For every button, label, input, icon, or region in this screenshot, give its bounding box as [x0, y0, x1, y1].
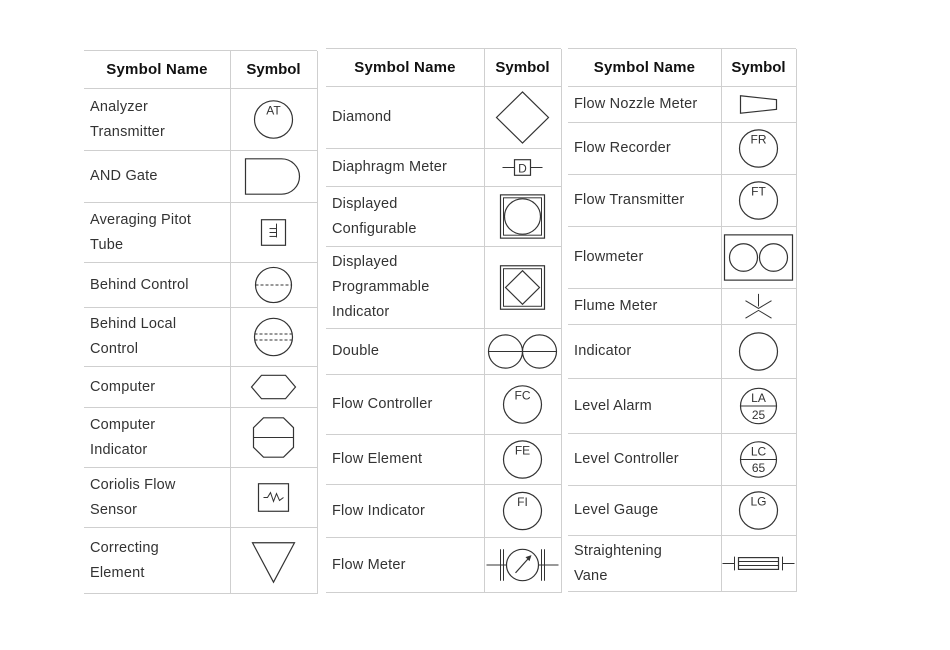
- svg-text:65: 65: [751, 461, 766, 476]
- table-row: [84, 468, 317, 528]
- displayed-configurable-icon: [484, 187, 561, 246]
- svg-text:FI: FI: [517, 495, 528, 510]
- table-header-row: [84, 51, 317, 89]
- table-row: [84, 203, 317, 263]
- symbol-name: Flow Transmitter: [574, 192, 685, 208]
- symbol-name: Flow Recorder: [574, 140, 671, 156]
- hexagon-icon: [230, 367, 317, 407]
- symbol-name: Level Gauge: [574, 502, 659, 518]
- flow-meter-gauge-icon: [484, 538, 561, 592]
- pitot-tube-icon: [230, 203, 317, 262]
- symbol-name: Flow Nozzle Meter: [574, 96, 698, 112]
- column-divider: [230, 51, 231, 594]
- header-symbol: Symbol: [495, 59, 550, 76]
- symbol-table-3: [568, 48, 796, 592]
- table-row: [84, 408, 317, 468]
- table-row: [326, 149, 561, 187]
- displayed-programmable-icon: [484, 247, 561, 328]
- svg-text:LC: LC: [750, 444, 767, 459]
- table-row: [568, 123, 796, 175]
- symbol-name: Diaphragm Meter: [332, 159, 448, 175]
- straightening-vane-icon: [721, 536, 796, 591]
- circle-label-icon: [484, 485, 561, 537]
- flume-icon: [721, 289, 796, 324]
- symbol-name: Indicator: [574, 343, 632, 359]
- symbol-table-2: [326, 48, 561, 593]
- svg-text:25: 25: [751, 407, 766, 422]
- circle-icon: [721, 325, 796, 378]
- table-row: [326, 485, 561, 538]
- circle-label-icon: [484, 375, 561, 434]
- nozzle-icon: [721, 87, 796, 122]
- diaphragm-meter-icon: [484, 149, 561, 186]
- header-symbol: Symbol: [731, 59, 786, 76]
- table-row: [326, 435, 561, 485]
- table-row: [326, 375, 561, 435]
- table-row: [84, 528, 317, 594]
- circle-label-icon: [484, 435, 561, 484]
- svg-text:LG: LG: [750, 494, 767, 509]
- table-right-border: [796, 49, 797, 592]
- table-row: [326, 87, 561, 149]
- table-row: [326, 187, 561, 247]
- symbol-name: Double: [332, 343, 380, 359]
- table-right-border: [317, 51, 318, 594]
- table-row: [84, 367, 317, 408]
- svg-text:FR: FR: [750, 132, 767, 147]
- symbol-name: Coriolis Flow Sensor: [90, 476, 176, 518]
- table-row: [84, 89, 317, 151]
- symbol-name: Flume Meter: [574, 298, 658, 314]
- svg-text:FE: FE: [514, 443, 531, 458]
- symbol-name: Flow Element: [332, 451, 423, 467]
- computer-indicator-icon: [230, 408, 317, 467]
- table-row: [326, 247, 561, 329]
- symbol-name: Flow Indicator: [332, 502, 426, 519]
- svg-text:FT: FT: [751, 184, 766, 199]
- triangle-icon: [230, 528, 317, 593]
- table-row: [568, 289, 796, 325]
- svg-text:AT: AT: [266, 103, 281, 118]
- table-row: [568, 325, 796, 379]
- and-gate-icon: [230, 151, 317, 202]
- table-row: [84, 308, 317, 367]
- table-row: [568, 486, 796, 536]
- table-row: [568, 379, 796, 434]
- symbol-name: Analyzer Transmitter: [90, 98, 165, 140]
- diamond-icon: [484, 87, 561, 148]
- table-header-row: [326, 49, 561, 87]
- header-symbol-name: Symbol Name: [106, 61, 208, 78]
- svg-text:LA: LA: [751, 391, 766, 406]
- symbol-name: Averaging Pitot Tube: [90, 211, 192, 253]
- table-row: [84, 263, 317, 308]
- symbol-name: Flow Meter: [332, 556, 406, 573]
- table-row: [326, 538, 561, 593]
- column-divider: [721, 49, 722, 592]
- table-header-row: [568, 49, 796, 87]
- symbol-name: Level Controller: [574, 451, 679, 467]
- symbol-name: AND Gate: [90, 168, 158, 184]
- symbol-name: Computer Indicator: [90, 416, 156, 458]
- table-row: [568, 227, 796, 289]
- circle-split-icon: [721, 379, 796, 433]
- symbol-name: Displayed Configurable: [332, 195, 417, 237]
- table-row: [326, 329, 561, 375]
- symbol-name: Flow Controller: [332, 396, 433, 412]
- symbol-name: Behind Local Control: [90, 316, 177, 357]
- circle-split-icon: [721, 434, 796, 485]
- header-symbol: Symbol: [246, 61, 301, 78]
- column-divider: [484, 49, 485, 593]
- header-symbol-name: Symbol Name: [593, 59, 696, 76]
- table-row: [568, 434, 796, 486]
- svg-text:FC: FC: [514, 388, 531, 403]
- symbol-name: Correcting Element: [90, 539, 159, 581]
- symbol-name: Straightening Vane: [574, 542, 663, 584]
- coriolis-sensor-icon: [230, 468, 317, 527]
- symbol-name: Displayed Programmable Indicator: [332, 254, 430, 320]
- double-circle-icon: [484, 329, 561, 374]
- svg-text:D: D: [518, 161, 527, 176]
- circle-label-icon: [721, 486, 796, 535]
- flowmeter-box-icon: [721, 227, 796, 288]
- table-row: [84, 151, 317, 203]
- symbol-name: Diamond: [332, 109, 392, 125]
- circle-label-icon: [230, 89, 317, 150]
- table-row: [568, 175, 796, 227]
- behind-control-icon: [230, 263, 317, 307]
- circle-label-icon: [721, 175, 796, 226]
- symbol-name: Computer: [90, 378, 156, 395]
- table-row: [568, 536, 796, 592]
- symbol-name: Flowmeter: [574, 249, 644, 265]
- symbol-name: Level Alarm: [574, 397, 652, 414]
- table-right-border: [561, 49, 562, 593]
- header-symbol-name: Symbol Name: [354, 59, 456, 76]
- table-row: [568, 87, 796, 123]
- behind-local-control-icon: [230, 308, 317, 366]
- circle-label-icon: [721, 123, 796, 174]
- symbol-name: Behind Control: [90, 276, 189, 293]
- symbol-table-1: [84, 50, 317, 594]
